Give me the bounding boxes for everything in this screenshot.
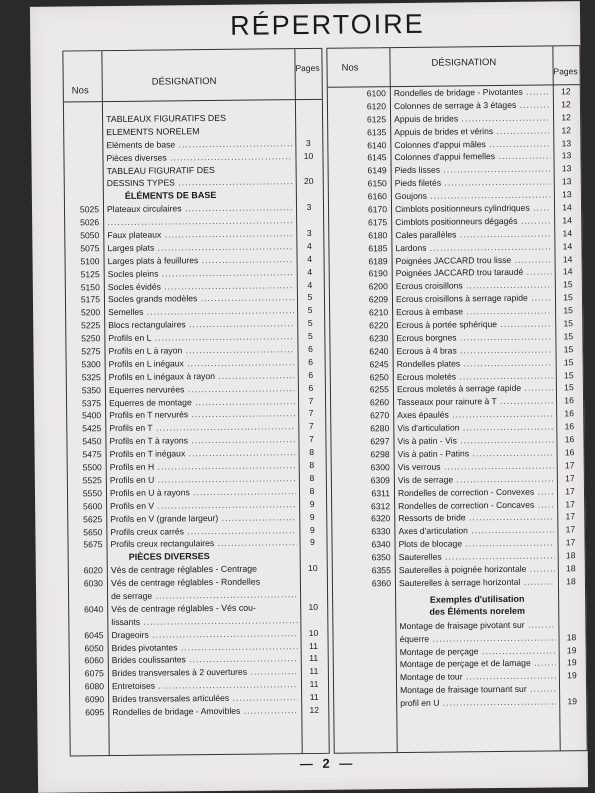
item-number: 6200 [330,281,388,295]
item-designation: ELEMENTS NORELEM [106,124,292,139]
item-designation: Faux plateaux ..... [107,227,293,242]
item-number: 5650 [68,526,102,539]
item-page: 11 [302,691,326,704]
item-page: 7 [299,394,323,407]
item-designation: Rondelles plates ..... [397,356,553,371]
item-designation: Tasseaux pour rainure à T ..... [397,395,553,410]
item-page: 6 [299,369,323,382]
item-number: 6260 [331,397,389,411]
item-designation: Lardons ..... [395,240,551,255]
item-number: 6297 [331,435,389,449]
item-number: 6300 [332,461,390,475]
left-rows [64,101,328,720]
item-page: 15 [556,304,580,317]
item-designation: Axes d'articulation ..... [398,524,554,539]
item-page: 15 [556,330,580,343]
item-number: 5250 [66,332,100,345]
item-number: 5600 [68,500,102,513]
right-index-table [326,45,587,754]
item-designation: Colonnes de serrage à 3 étages ..... [394,98,550,113]
item-designation: Pièces diverses ..... [106,150,292,165]
item-number: 5425 [67,423,101,436]
item-number: 6149 [329,165,387,179]
item-designation: Goujons ..... [395,189,551,204]
item-number: 5025 [65,203,99,216]
item-designation: Socles pleins ..... [108,266,294,281]
item-page: 5 [298,304,322,317]
item-number: 6140 [328,139,386,153]
item-page: 11 [302,652,326,665]
item-number: 6312 [332,500,390,514]
item-designation: Ecrous à embase ..... [396,305,552,320]
item-page: 6 [299,356,323,369]
item-designation: Equerres nervurées ..... [109,382,295,397]
item-designation: Entretoises ..... [112,678,298,693]
item-designation: Profils en T ..... [109,421,295,436]
item-designation: Vés de centrage réglables - Rondelles [111,575,297,590]
item-designation: Profils en V (grande largeur) ..... [110,511,296,526]
item-designation: TABLEAUX FIGURATIFS DES [106,111,292,126]
item-number: 6080 [70,680,104,693]
item-page: 13 [554,137,578,150]
item-number: 6280 [331,422,389,436]
item-page: 15 [556,317,580,330]
item-designation: Drageoirs ..... [111,627,297,642]
item-page: 8 [300,446,324,459]
item-page: 6 [299,382,323,395]
item-designation: Montage de fraisage pivotant sur ..... [399,618,555,633]
item-designation: Ecrous croisillons à serrage rapide ..... [396,292,552,307]
item-designation: Ecrous moletés à serrage rapide ..... [397,382,553,397]
item-number: 6298 [332,448,390,462]
item-number: 6120 [328,100,386,114]
item-number: 6230 [330,332,388,346]
item-number: 6309 [332,474,390,488]
item-designation: Montage de tour ..... [400,670,556,685]
item-page: 15 [557,356,581,369]
item-page: 16 [557,420,581,433]
header-number: Nos [72,85,89,96]
item-designation: Vés de centrage réglables - Centrage [111,562,297,577]
item-designation: profil en U ..... [400,696,556,711]
item-page: 11 [302,678,326,691]
item-page: 15 [556,291,580,304]
item-designation: Pieds filetés ..... [395,176,551,191]
item-page: 4 [298,266,322,279]
item-designation: Cimblots positionneurs dégagés ..... [395,214,551,229]
item-designation: Montage de perçage et de lamage ..... [400,657,556,672]
item-page: 9 [300,498,324,511]
item-page: 7 [299,407,323,420]
item-designation: Brides transversales à 2 ouvertures ..... [112,665,298,680]
item-number: 6255 [331,384,389,398]
item-number: 6060 [70,655,104,668]
item-page: 17 [558,485,582,498]
item-number: 5325 [67,371,101,384]
item-designation: Appuis de brides ..... [394,111,550,126]
item-page: 14 [555,227,579,240]
item-number: 5350 [67,384,101,397]
item-page: 18 [559,562,583,575]
header-number: Nos [342,62,359,73]
item-number: 6185 [329,242,387,256]
item-page: 17 [558,511,582,524]
item-designation: Sauterelles ..... [399,549,555,564]
item-number: 6311 [332,487,390,501]
item-page: 12 [554,111,578,124]
item-page: 15 [556,343,580,356]
item-designation: ÉLÉMENTS DE BASE [107,189,293,204]
item-designation: Rondelles de bridage - Amovibles ..... [112,704,298,719]
item-designation: Axes épaulés ..... [397,408,553,423]
item-designation: Profils en T inégaux ..... [110,446,296,461]
item-page: 14 [556,266,580,279]
item-number: 6150 [329,177,387,191]
item-page: 8 [300,459,324,472]
item-page: 8 [300,485,324,498]
item-page: 17 [558,536,582,549]
item-designation: Cales parallèles ..... [395,227,551,242]
item-page: 3 [297,201,321,214]
item-page: 19 [560,695,584,708]
item-number: 6100 [328,87,386,101]
item-number: 5225 [66,319,100,332]
examples-heading [333,588,585,621]
item-number: 6220 [330,319,388,333]
item-page: 11 [302,665,326,678]
item-number: 6170 [329,203,387,217]
item-number: 6190 [330,268,388,282]
item-number: 6250 [331,371,389,385]
item-page: 18 [559,631,583,644]
page-number: — 2 — [300,756,356,772]
item-designation: Poignées JACCARD trou taraudé ..... [396,266,552,281]
item-designation: Larges plats à feuillures ..... [108,253,294,268]
item-page: 14 [555,214,579,227]
item-number: 6095 [70,706,104,719]
item-designation: Vis d'articulation ..... [397,421,553,436]
item-page: 13 [555,163,579,176]
item-designation: équerre ..... [399,631,555,646]
item-page: 12 [554,85,578,98]
item-number: 6320 [332,513,390,527]
page-title: RÉPERTOIRE [230,9,425,42]
item-number: 6050 [70,642,104,655]
item-page: 20 [297,175,321,188]
item-number: 5075 [65,242,99,255]
item-designation: Vis de serrage ..... [398,472,554,487]
item-number: 6330 [332,525,390,539]
item-page: 17 [558,523,582,536]
item-designation: Cimblots positionneurs cylindriques ..... [395,201,551,216]
table-header [327,46,579,88]
item-number: 5175 [66,294,100,307]
item-page: 16 [557,395,581,408]
item-page: 7 [299,420,323,433]
item-number: 5275 [66,345,100,358]
item-page: 5 [298,317,322,330]
item-designation: Pieds lisses ..... [395,163,551,178]
item-number: 6040 [69,603,103,616]
item-number: 6350 [333,551,391,565]
item-page: 15 [556,279,580,292]
item-number: 6145 [328,152,386,166]
item-page: 10 [301,562,325,575]
item-page: 12 [554,98,578,111]
item-designation: Profils en L à rayon ..... [108,343,294,358]
item-designation: Blocs rectangulaires ..... [108,317,294,332]
item-number: 5125 [66,268,100,281]
item-page: 17 [558,498,582,511]
item-page: 9 [300,536,324,549]
item-number: 6135 [328,126,386,140]
item-page: 15 [557,382,581,395]
item-number: 6175 [329,216,387,230]
item-number: 5026 [65,216,99,229]
item-number: 6030 [69,577,103,590]
item-designation: Sauterelles à serrage horizontal ..... [399,575,555,590]
item-page: 16 [558,446,582,459]
item-page: 12 [302,704,326,717]
item-page: 3 [296,137,320,150]
left-index-table [62,48,329,757]
item-number: 6160 [329,190,387,204]
item-page: 9 [300,510,324,523]
item-page: 13 [555,175,579,188]
item-page: 10 [301,626,325,639]
item-page: 18 [559,575,583,588]
item-designation: Socles évidés ..... [108,279,294,294]
item-page: 7 [299,433,323,446]
item-designation: Vis à patin - Patins ..... [398,446,554,461]
item-designation: Profils en V ..... [110,498,296,513]
item-designation: Socles grands modèles ..... [108,292,294,307]
item-designation: Ecrous borgnes ..... [396,330,552,345]
item-page: 14 [556,253,580,266]
item-designation: Brides transversales articulées ..... [112,691,298,706]
item-designation: Ecrous à portée sphérique ..... [396,317,552,332]
item-number: 5450 [67,435,101,448]
item-designation: Poignées JACCARD trou lisse ..... [396,253,552,268]
item-designation: Semelles ..... [108,305,294,320]
item-designation: DESSINS TYPES ..... [107,176,293,191]
item-designation: Profils en U à rayons ..... [110,485,296,500]
item-number: 5050 [65,229,99,242]
item-number: 5475 [68,448,102,461]
item-designation: Rondelles de correction - Concaves ..... [398,498,554,513]
item-page: 16 [557,433,581,446]
item-page: 4 [297,240,321,253]
header-designation: DÉSIGNATION [431,57,496,69]
item-number: 5500 [68,461,102,474]
item-designation: de serrage ..... [111,588,297,603]
item-page: 15 [557,369,581,382]
item-page: 19 [560,644,584,657]
item-designation: Eléments de base ..... [106,137,292,152]
table-header [63,49,322,103]
item-number: 6075 [70,667,104,680]
item-designation: Vés de centrage réglables - Vés cou- [111,601,297,616]
item-page: 18 [559,549,583,562]
item-number: 5200 [66,307,100,320]
item-number: 5550 [68,487,102,500]
header-pages: Pages [295,63,319,73]
item-page: 14 [555,201,579,214]
examples-title-line-1: Exemples d'utilisation [399,592,555,606]
item-number: 6270 [331,409,389,423]
item-designation: Plots de blocage ..... [398,537,554,552]
item-page: 19 [560,657,584,670]
item-designation: Plateaux circulaires ..... [107,201,293,216]
item-designation: Profils en U ..... [110,472,296,487]
item-number: 5400 [67,410,101,423]
item-page: 12 [554,124,578,137]
item-designation: Brides coulissantes ..... [112,653,298,668]
item-number: 5300 [67,358,101,371]
item-page: 16 [557,407,581,420]
item-number: 5675 [68,539,102,552]
item-designation: Ecrous moletés ..... [397,369,553,384]
item-designation: Profils en L ..... [108,330,294,345]
item-number: 6360 [333,577,391,591]
item-designation: Larges plats ..... [107,240,293,255]
item-designation: Rondelles de bridage - Pivotantes ..... [394,85,550,100]
item-number: 6340 [332,538,390,552]
item-designation: Equerres de montage ..... [109,395,295,410]
item-page: 11 [302,639,326,652]
item-number: 6209 [330,293,388,307]
item-page: 4 [297,253,321,266]
examples-title-line-2: des Éléments norelem [399,604,555,618]
item-designation: PIÈCES DIVERSES [111,549,297,564]
item-designation: Colonnes d'appui mâles ..... [394,137,550,152]
item-number: 6090 [70,693,104,706]
item-number: 6355 [333,564,391,578]
item-number: 5625 [68,513,102,526]
item-page: 17 [558,459,582,472]
item-page: 10 [301,601,325,614]
item-number: 6245 [331,358,389,372]
item-designation: Ressorts de bride ..... [398,511,554,526]
item-designation: Profils en L inégaux ..... [109,356,295,371]
item-designation: lissants ..... [111,614,297,629]
item-designation: Profils creux rectangulaires ..... [110,537,296,552]
item-page: 6 [298,343,322,356]
item-page: 13 [555,188,579,201]
item-designation: Sauterelles à poignée horizontale ..... [399,562,555,577]
item-designation: Vis verrous ..... [398,459,554,474]
header-designation: DÉSIGNATION [152,76,217,88]
item-designation: Profils en L inégaux à rayon ..... [109,369,295,384]
item-number: 6240 [330,345,388,359]
catalog-page [30,1,588,793]
example-rows [333,618,586,711]
item-page: 5 [298,330,322,343]
item-page: 10 [296,150,320,163]
item-number: 6045 [69,629,103,642]
item-designation: Profils en T nervurés ..... [109,408,295,423]
right-rows [328,85,585,590]
item-designation: Montage de fraisage tournant sur ..... [400,683,556,698]
item-number: 5100 [66,255,100,268]
header-pages: Pages [553,66,577,76]
item-number: 6125 [328,113,386,127]
item-page: 8 [300,472,324,485]
item-designation: Colonnes d'appui femelles ..... [394,150,550,165]
item-designation: Ecrous à 4 bras ..... [396,343,552,358]
item-number: 6189 [330,255,388,269]
item-number: 5525 [68,474,102,487]
item-page: 9 [300,523,324,536]
item-page: 19 [560,669,584,682]
item-page: 14 [555,240,579,253]
item-number: 6020 [69,564,103,577]
item-designation: Ecrous croisillons ..... [396,279,552,294]
item-designation: Vis à patin - Vis ..... [397,433,553,448]
item-number: 5375 [67,397,101,410]
item-designation: Montage de perçage ..... [400,644,556,659]
item-designation: Profils en T à rayons ..... [109,433,295,448]
item-page: 3 [297,227,321,240]
item-page: 4 [298,278,322,291]
item-designation: TABLEAU FIGURATIF DES [107,163,293,178]
item-designation: Profils creux carrés ..... [110,524,296,539]
item-page: 5 [298,291,322,304]
list-item [70,704,328,720]
item-number: 5150 [66,281,100,294]
list-item [334,695,586,711]
item-page: 17 [558,472,582,485]
item-number: 6210 [330,306,388,320]
item-designation: Brides pivotantes ..... [112,640,298,655]
item-number: 6180 [329,229,387,243]
item-designation: Rondelles de correction - Convexes ..... [398,485,554,500]
item-page: 13 [554,150,578,163]
item-designation: Profils en H ..... [110,459,296,474]
item-designation: Appuis de brides et vérins ..... [394,124,550,139]
